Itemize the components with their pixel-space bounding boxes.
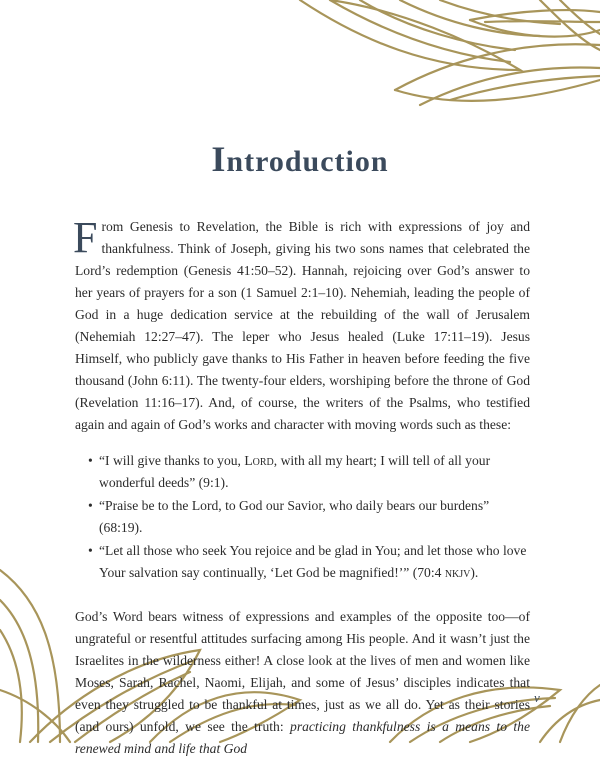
paragraph-intro	[73, 213, 530, 436]
page-title	[0, 138, 600, 180]
title-initial: I	[211, 139, 227, 179]
paragraph-second-italic: practicing thankfulness is a means to the renewed mind and life that God	[75, 719, 530, 756]
drop-cap: F	[73, 213, 98, 262]
paragraph-second	[75, 606, 530, 760]
paragraph-intro-text: rom Genesis to Revelation, the Bible is rich with expressions of joy and thankfulness. Think of Joseph, giving his two sons names that celebrated the Lord’s redemption (Genesis 41:50–52). Hannah, rejoicing over God’s answer to her years of prayers for a son (1 Samuel 2:1–10). Nehemiah, leading the people of God in a huge dedication service at the rebuilding of the wall of Jerusalem (Nehemiah 12:27–47). The leper who Jesus healed (Luke 17:11–19). Jesus Himself, who publicly gave thanks to His Father in heaven before feeding the five thousand (John 6:11). The twenty-four elders, worshiping before the throne of God (Revelation 11:16–17). And, of course, the writers of the Psalms, who testified again and again of God’s works and character with moving words such as these:	[75, 219, 530, 432]
page-number: v	[534, 690, 540, 705]
list-item: • “Praise be to the Lord, to God our Savior, who daily bears our burdens” (68:19).	[88, 495, 530, 539]
list-item: • “Let all those who seek You rejoice and be glad in You; and let those who love Your salvation say continually, ‘Let God be magnified!’” (70:4 nkjv).	[88, 540, 530, 584]
title-rest: ntroduction	[226, 145, 389, 178]
body-text	[73, 213, 530, 760]
paragraph-second-text: God’s Word bears witness of expressions and examples of the opposite too—of ungrateful or resentful attitudes surfacing among His people. And it wasn’t just the Israelites in the wilderness either! A close look at the lives of men and women like Moses, Sarah, Rachel, Naomi, Elijah, and some of Jesus’ disciples indicates that even they struggled to be thankful at times, just as we all do. Yet as their stories (and ours) unfold, we see the truth:	[75, 609, 530, 734]
list-item: • “I will give thanks to you, Lord, with all my heart; I will tell of all your wonderful deeds” (9:1).	[88, 450, 530, 494]
psalm-quote-list	[75, 450, 530, 584]
